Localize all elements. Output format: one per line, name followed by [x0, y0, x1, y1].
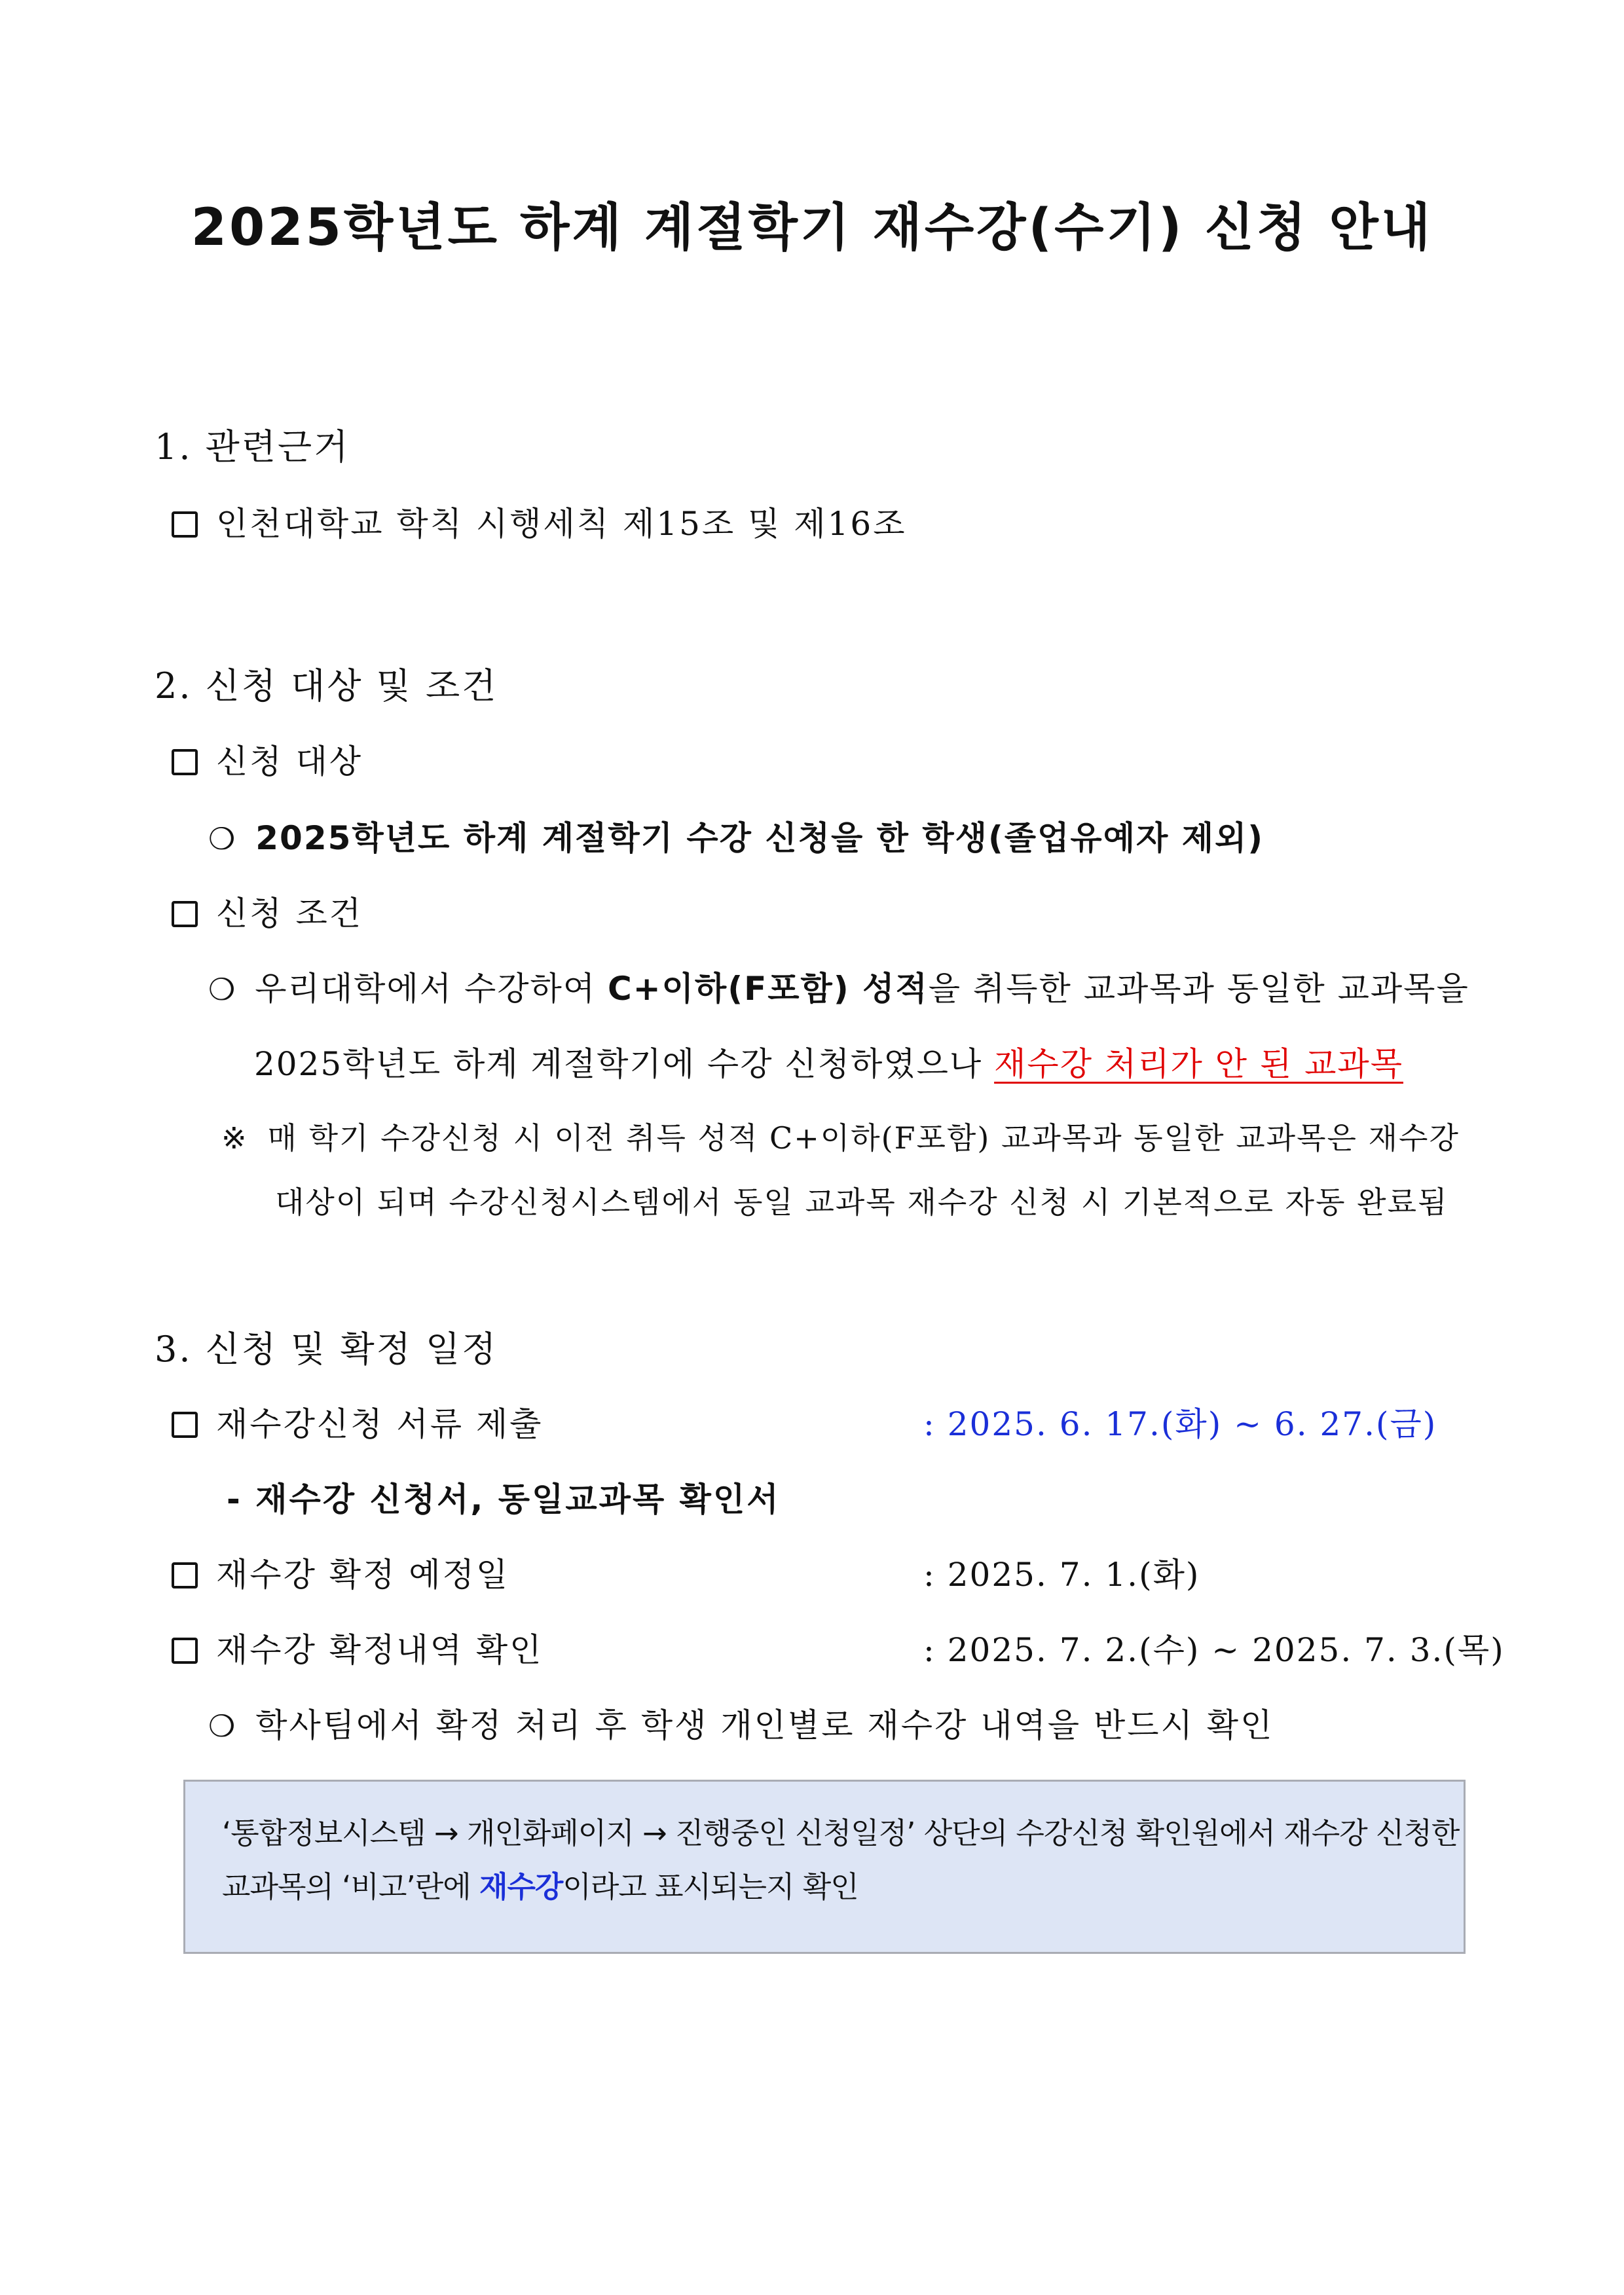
info-line-2 [222, 1860, 1464, 1914]
item-text: 신청 대상 [216, 743, 363, 780]
checkbox-icon [172, 1412, 198, 1438]
note-line-2: 대상이 되며 수강신청시스템에서 동일 교과목 재수강 신청 시 기본적으로 자동 완료됨 [275, 1184, 1449, 1220]
item-text: 신청 조건 [216, 894, 363, 932]
text: 2025학년도 하계 계절학기에 수강 신청하였으나 [254, 1045, 995, 1083]
schedule-row-2-label [172, 1549, 509, 1596]
section-3-heading: 3. 신청 및 확정 일정 [155, 1329, 498, 1370]
condition-label-row [172, 887, 363, 934]
text: 교과목의 ‘비고’란에 [222, 1869, 479, 1904]
section-2-heading: 2. 신청 대상 및 조건 [155, 665, 498, 707]
reference-mark-icon: ※ [221, 1120, 248, 1156]
text: 우리대학에서 수강하여 [255, 970, 608, 1008]
item-text: 재수강 확정 예정일 [216, 1556, 510, 1594]
schedule-row-1-label [172, 1398, 544, 1445]
item-text: 인천대학교 학칙 시행세칙 제15조 및 제16조 [216, 505, 907, 543]
condition-line-1 [208, 963, 1469, 1010]
schedule-row-2-date: : 2025. 7. 1.(화) [923, 1556, 1200, 1594]
text: 을 취득한 교과목과 동일한 교과목을 [928, 970, 1469, 1008]
info-line-1: ‘통합정보시스템 → 개인화페이지 → 진행중인 신청일정’ 상단의 수강신청 확인원에서 재수강 신청한 [222, 1816, 1460, 1850]
text: 이라고 표시되는지 확인 [563, 1869, 858, 1904]
red-underlined-text: 재수강 처리가 안 된 교과목 [994, 1045, 1403, 1083]
target-label-row [172, 735, 363, 782]
note-line-1 [221, 1114, 1460, 1158]
section-1-heading: 1. 관련근거 [155, 426, 350, 468]
highlight-text: 재수강 [479, 1869, 563, 1904]
grade-emphasis: C+이하(F포함) 성적 [608, 970, 929, 1008]
schedule-row-1-sub: - 재수강 신청서, 동일교과목 확인서 [227, 1480, 781, 1518]
checkbox-icon [172, 749, 198, 775]
schedule-row-3-date: : 2025. 7. 2.(수) ~ 2025. 7. 3.(목) [923, 1631, 1505, 1669]
checkbox-icon [172, 1562, 198, 1588]
circle-bullet-icon: ❍ [208, 821, 238, 856]
circle-bullet-icon: ❍ [208, 972, 237, 1007]
section-1-item [172, 498, 907, 545]
page-title: 2025학년도 하계 계절학기 재수강(수기) 신청 안내 [191, 198, 1433, 257]
target-text-row [208, 812, 1264, 859]
schedule-row-1-date: : 2025. 6. 17.(화) ~ 6. 27.(금) [923, 1405, 1437, 1443]
schedule-row-3-sub [208, 1699, 1274, 1746]
text: 매 학기 수강신청 시 이전 취득 성적 C+이하(F포함) 교과목과 동일한 교과목은 재수강 [267, 1120, 1460, 1156]
info-box [183, 1780, 1466, 1954]
checkbox-icon [172, 901, 198, 927]
checkbox-icon [172, 1638, 198, 1664]
item-text: 재수강 확정내역 확인 [216, 1631, 544, 1669]
item-text: 학사팀에서 확정 처리 후 학생 개인별로 재수강 내역을 반드시 확인 [255, 1706, 1274, 1744]
item-text: 2025학년도 하계 계절학기 수강 신청을 한 학생(졸업유예자 제외) [255, 819, 1264, 857]
condition-line-2 [254, 1038, 1403, 1085]
circle-bullet-icon: ❍ [208, 1708, 238, 1744]
schedule-row-3-label [172, 1624, 544, 1671]
item-text: 재수강신청 서류 제출 [216, 1405, 544, 1443]
checkbox-icon [172, 511, 198, 538]
